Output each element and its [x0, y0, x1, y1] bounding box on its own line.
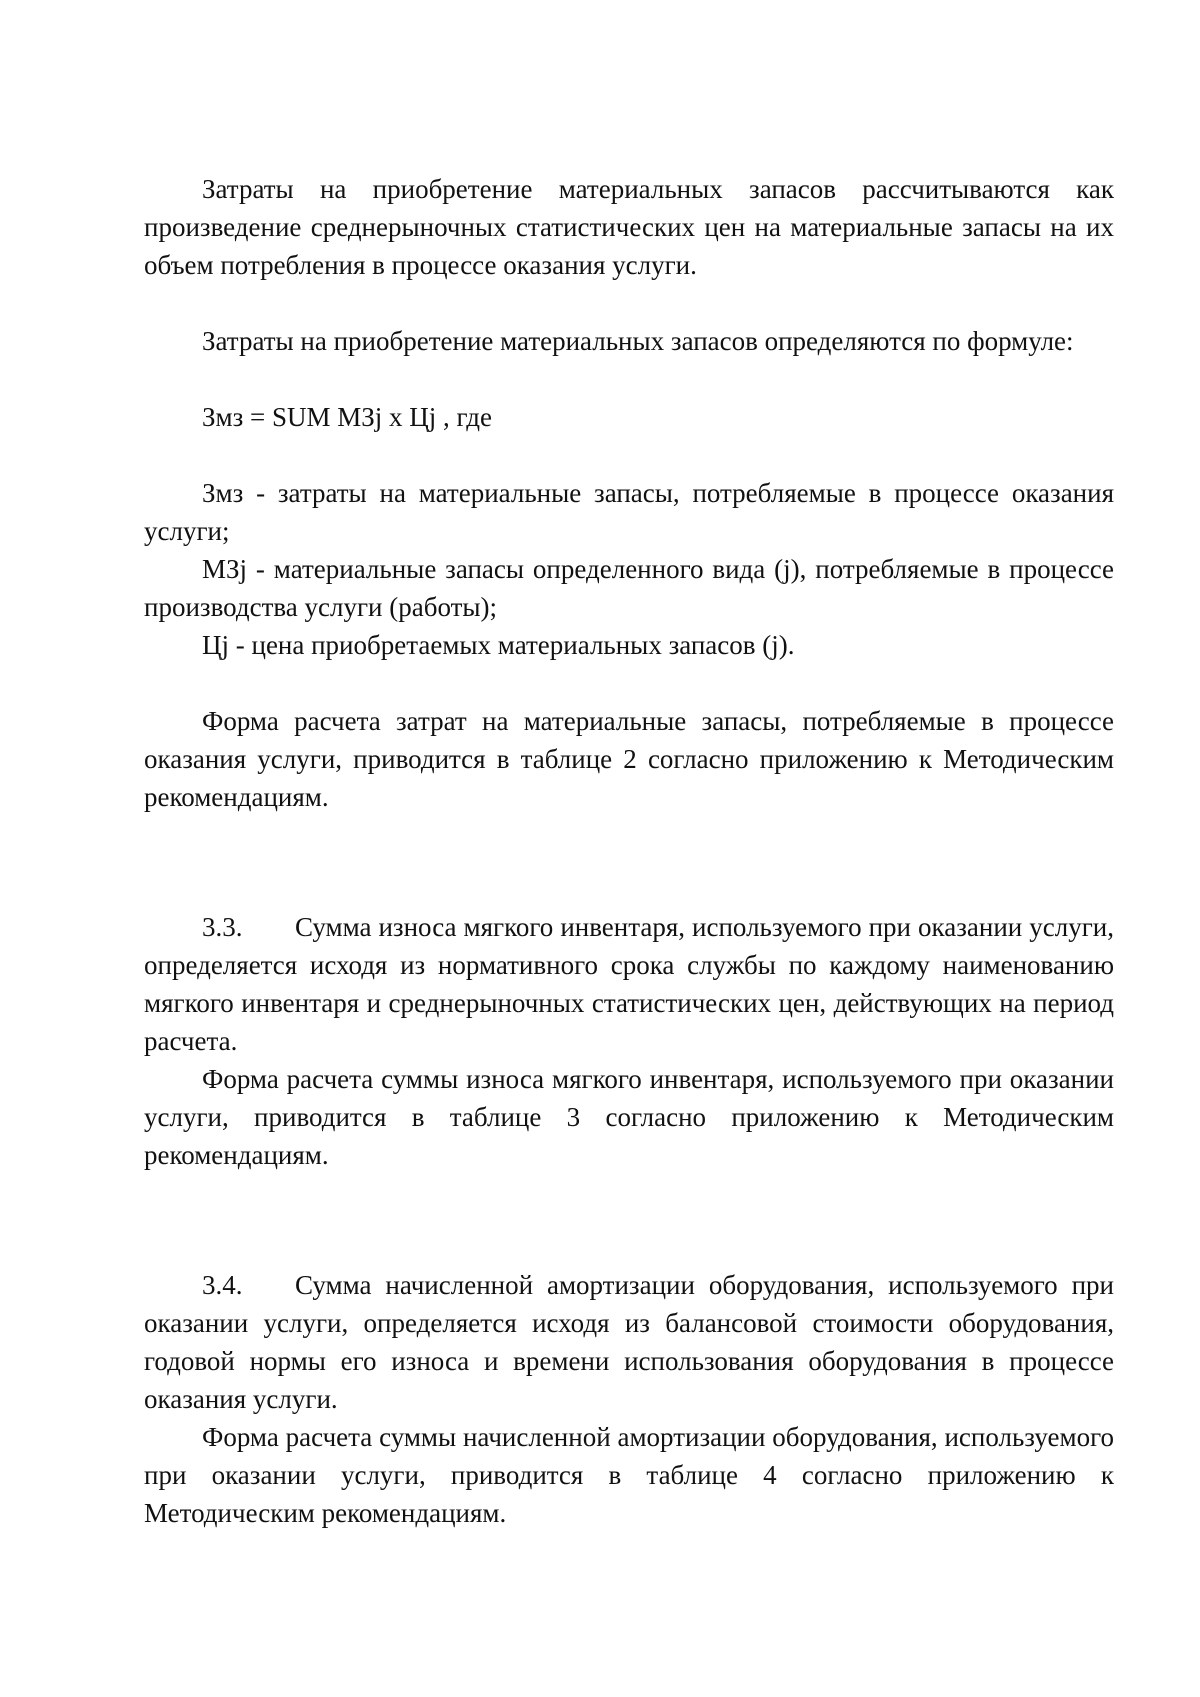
- paragraph-table3-reference: Форма расчета суммы износа мягкого инвентаря, используемого при оказании услуги, приводится в таблице 3 согласно приложению к Методическим рекомендациям.: [144, 1064, 1114, 1170]
- paragraph-table2-reference: Форма расчета затрат на материальные запасы, потребляемые в процессе оказания услуги, приводится в таблице 2 согласно приложению к Методическим рекомендациям.: [144, 706, 1114, 812]
- formula: Змз = SUM МЗj х Цj , где: [202, 402, 493, 432]
- section-number-3-4: 3.4.: [202, 1270, 243, 1300]
- paragraph-material-costs-intro: Затраты на приобретение материальных запасов рассчитываются как произведение среднерыночных статистических цен на материальные запасы на их объем потребления в процессе оказания услуги.: [144, 174, 1114, 280]
- section-3-4: [144, 1266, 1114, 1418]
- definition-cj: Цj - цена приобретаемых материальных запасов (j).: [202, 630, 795, 660]
- section-3-3: [144, 908, 1114, 1060]
- definition-zmz: Змз - затраты на материальные запасы, потребляемые в процессе оказания услуги;: [144, 478, 1114, 546]
- document-body: [144, 170, 1114, 1532]
- paragraph-formula-intro: Затраты на приобретение материальных запасов определяются по формуле:: [202, 326, 1074, 356]
- paragraph-table4-reference: Форма расчета суммы начисленной амортизации оборудования, используемого при оказании услуги, приводится в таблице 4 согласно приложению к Методическим рекомендациям.: [144, 1422, 1114, 1528]
- section-3-3-text: Сумма износа мягкого инвентаря, используемого при оказании услуги, определяется исходя из нормативного срока службы по каждому наименованию мягкого инвентаря и среднерыночных статистических цен, действующих на период расчета.: [144, 912, 1114, 1056]
- section-3-4-text: Сумма начисленной амортизации оборудования, используемого при оказании услуги, определяется исходя из балансовой стоимости оборудования, годовой нормы его износа и времени использования оборудования в процессе оказания услуги.: [144, 1270, 1114, 1414]
- definition-mzj: МЗj - материальные запасы определенного вида (j), потребляемые в процессе производства услуги (работы);: [144, 554, 1114, 622]
- section-number-3-3: 3.3.: [202, 912, 243, 942]
